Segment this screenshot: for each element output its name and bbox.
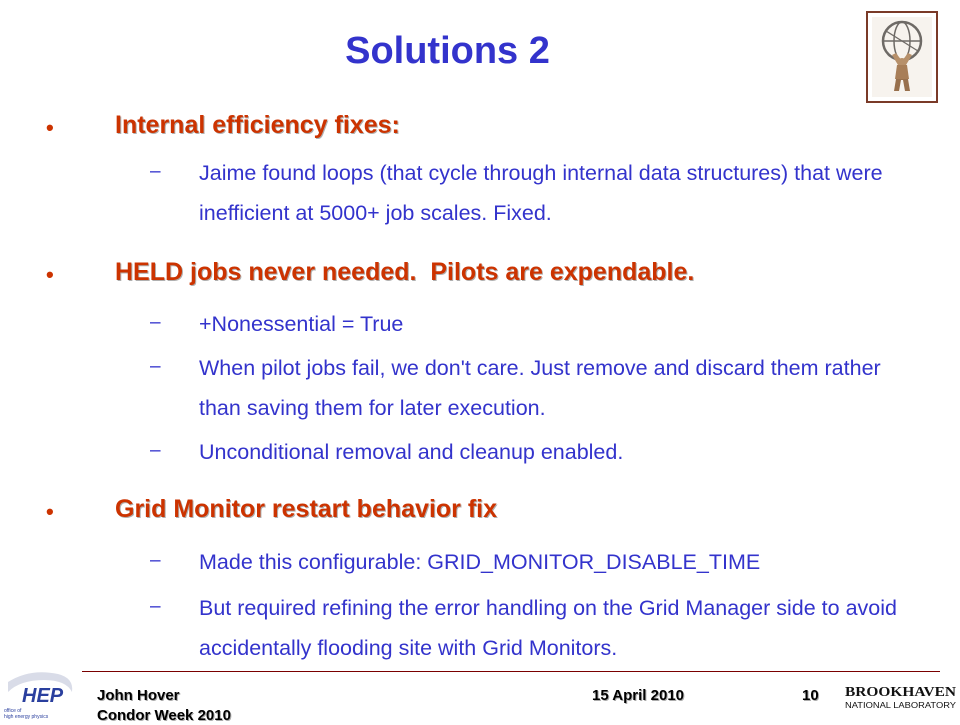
- bnl-logo-icon: [843, 683, 958, 713]
- sub-item: When pilot jobs fail, we don't care. Just remove and discard them rather than saving them for later execution.: [199, 356, 881, 420]
- page-number: 10: [802, 687, 819, 704]
- sub-item: Unconditional removal and cleanup enabled.: [199, 440, 624, 464]
- atlas-logo: [866, 11, 938, 103]
- svg-text:NATIONAL LABORATORY: NATIONAL LABORATORY: [845, 701, 957, 710]
- sub-item: +Nonessential = True: [199, 312, 404, 336]
- hep-logo: [0, 668, 82, 720]
- bullet-icon: •: [46, 499, 54, 524]
- hep-logo-icon: [0, 668, 82, 720]
- footer-rule: [82, 671, 940, 672]
- bullet-icon: •: [46, 115, 54, 140]
- svg-text:high energy physics: high energy physics: [4, 714, 49, 720]
- dash-icon: –: [150, 440, 161, 461]
- footer-author: John Hover: [97, 687, 180, 704]
- dash-icon: –: [150, 312, 161, 333]
- svg-text:office of: office of: [4, 708, 22, 714]
- slide-title: Solutions 2: [345, 30, 550, 72]
- atlas-figure-icon: [872, 17, 932, 97]
- footer-date: 15 April 2010: [592, 687, 684, 704]
- sub-item: But required refining the error handling on the Grid Manager side to avoid accidentally flooding site with Grid Monitors.: [199, 596, 897, 660]
- dash-icon: –: [150, 161, 161, 182]
- sub-item: Jaime found loops (that cycle through internal data structures) that were inefficient at 5000+ job scales. Fixed.: [199, 161, 883, 225]
- section-heading: HELD jobs never needed. Pilots are expendable.: [115, 258, 695, 286]
- dash-icon: –: [150, 550, 161, 571]
- section-heading: Grid Monitor restart behavior fix: [115, 495, 498, 523]
- dash-icon: –: [150, 596, 161, 617]
- bnl-logo: [843, 683, 958, 713]
- svg-text:BROOKHAVEN: BROOKHAVEN: [845, 685, 956, 700]
- footer-event: Condor Week 2010: [97, 707, 231, 724]
- sub-item: Made this configurable: GRID_MONITOR_DISABLE_TIME: [199, 550, 761, 574]
- bullet-icon: •: [46, 262, 54, 287]
- section-heading: Internal efficiency fixes:: [115, 111, 400, 139]
- dash-icon: –: [150, 356, 161, 377]
- svg-text:HEP: HEP: [22, 685, 64, 707]
